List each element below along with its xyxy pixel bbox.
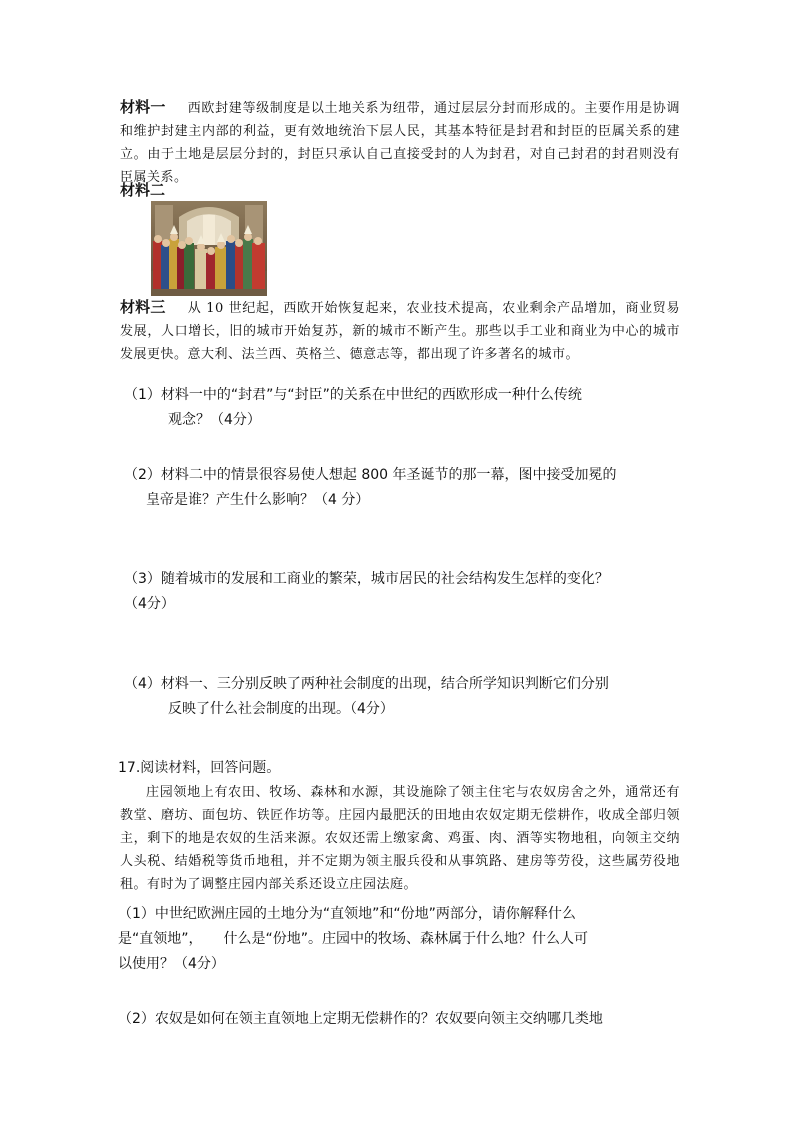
question-16-3-line1: （3）随着城市的发展和工商业的繁荣，城市居民的社会结构发生怎样的变化？ <box>124 571 609 587</box>
material-three-label: 材料三 <box>120 298 166 316</box>
material-three-text: 从 10 世纪起，西欧开始恢复起来，农业技术提高，农业剩余产品增加，商业贸易发展，人口增长，旧的城市开始复苏，新的城市不断产生。那些以手工业和商业为中心的城市发展更快。意大利、法兰西、英格兰、德意志等，都出现了许多著名的城市。 <box>120 301 680 362</box>
material-three <box>120 296 680 366</box>
question-17-heading <box>118 757 688 779</box>
question-16-1 <box>124 383 694 433</box>
question-16-3 <box>124 567 694 617</box>
material-two-label: 材料二 <box>120 181 166 199</box>
question-16-4-line2: 反映了什么社会制度的出现。（4分） <box>168 701 394 717</box>
question-17-material-text: 庄园领地上有农田、牧场、森林和水源，其设施除了领主住宅与农奴房舍之外，通常还有教堂、磨坊、面包坊、铁匠作坊等。庄园内最肥沃的田地由农奴定期无偿耕作，收成全部归领主，剩下的地是农奴的生活来源。农奴还需上缴家禽、鸡蛋、肉、酒等实物地租，向领主交纳人头税、结婚税等货币地租，并不定期为领主服兵役和从事筑路、建房等劳役，这些属劳役地租。有时为了调整庄园内部关系还设立庄园法庭。 <box>120 785 680 892</box>
question-17-2-line1: （2）农奴是如何在领主直领地上定期无偿耕作的？农奴要向领主交纳哪几类地 <box>118 1011 603 1027</box>
question-16-2-line1: （2）材料二中的情景很容易使人想起 800 年圣诞节的那一幕，图中接受加冕的 <box>124 467 617 483</box>
question-17-1-line3: 以使用？（4分） <box>118 956 225 972</box>
question-17-material <box>120 781 680 896</box>
material-two <box>120 179 680 200</box>
question-16-4 <box>124 672 694 722</box>
question-17-title: 17.阅读材料，回答问题。 <box>118 760 281 776</box>
material-one-text: 西欧封建等级制度是以土地关系为纽带，通过层层分封而形成的。主要作用是协调和维护封建主内部的利益，更有效地统治下层人民，其基本特征是封君和封臣的臣属关系的建立。由于土地是层层分封的，封臣只承认自己直接受封的人为封君，对自己封君的封君则没有臣属关系。 <box>120 101 680 185</box>
question-17-2 <box>118 1007 688 1032</box>
question-17-1-line2: 是“直领地”， 什么是“份地”。庄园中的牧场、森林属于什么地？什么人可 <box>118 931 589 947</box>
question-16-3-line2: （4分） <box>124 596 175 612</box>
question-16-1-line1: （1）材料一中的“封君”与“封臣”的关系在中世纪的西欧形成一种什么传统 <box>124 387 582 403</box>
question-16-4-line1: （4）材料一、三分别反映了两种社会制度的出现，结合所学知识判断它们分别 <box>124 676 609 692</box>
question-16-2 <box>124 463 694 513</box>
material-one <box>120 96 680 189</box>
material-one-label: 材料一 <box>120 98 166 116</box>
coronation-painting <box>151 201 267 296</box>
question-16-1-line2: 观念？（4分） <box>168 412 261 428</box>
question-17-1 <box>118 902 688 977</box>
question-16-2-line2: 皇帝是谁？产生什么影响？（4 分） <box>146 492 370 508</box>
question-17-1-line1: （1）中世纪欧洲庄园的土地分为“直领地”和“份地”两部分，请你解释什么 <box>118 906 576 922</box>
